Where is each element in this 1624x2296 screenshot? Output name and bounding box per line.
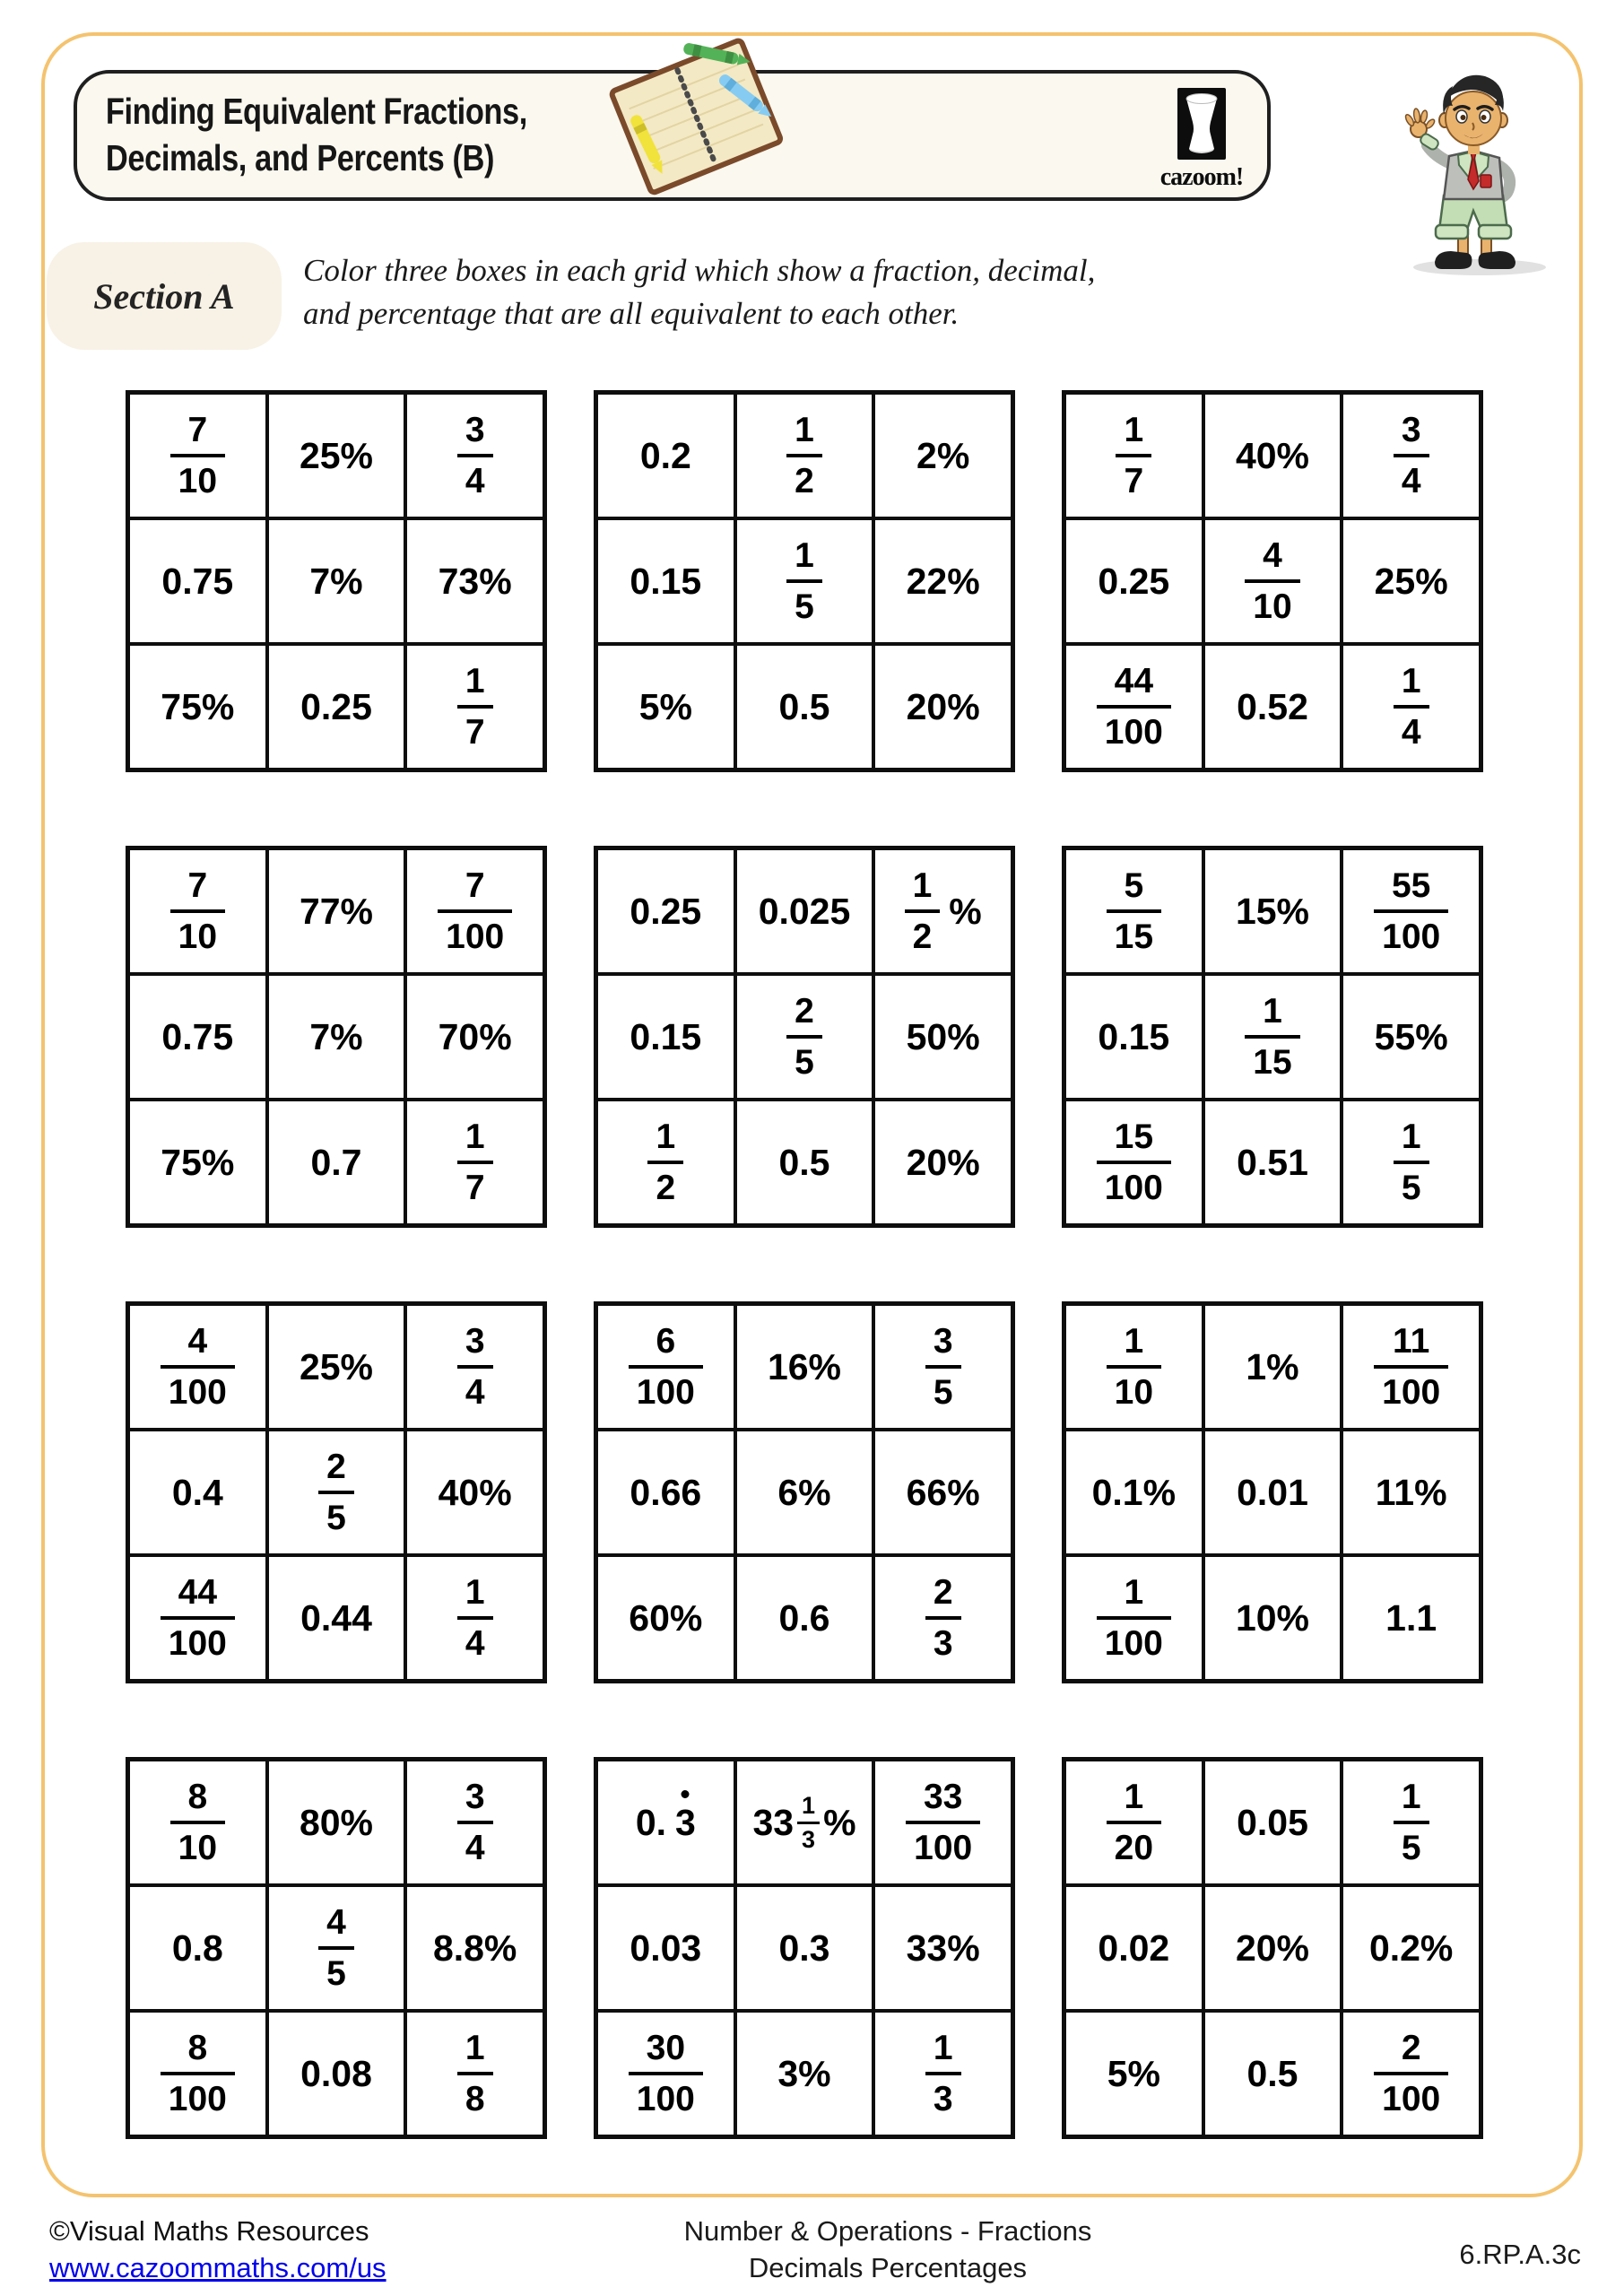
cell-value: 0.8 — [171, 1926, 223, 1969]
grid-cell[interactable] — [1342, 1304, 1481, 1430]
cell-value: 55% — [1374, 1015, 1448, 1057]
cell-value: 40% — [438, 1471, 512, 1513]
grid-cell[interactable] — [596, 974, 735, 1100]
fraction-value: $\frac{1}{7}$ — [1116, 413, 1151, 499]
grid-cell[interactable] — [735, 1100, 874, 1225]
cell-value: $\frac{1}{2}$ % — [905, 868, 982, 954]
grid-cell[interactable] — [596, 1304, 735, 1430]
grid-cell[interactable] — [405, 974, 544, 1100]
cell-value — [1374, 2031, 1448, 2117]
grid-cell[interactable] — [267, 1760, 406, 1885]
cell-value: 0.25 — [630, 890, 702, 932]
cell-value — [1245, 538, 1299, 624]
fraction-value: $\frac{3}{5}$ — [925, 1324, 961, 1410]
cell-value — [1097, 1119, 1171, 1205]
cell-value: 50% — [906, 1015, 980, 1057]
cell-value — [161, 2031, 235, 2117]
cell-value — [906, 1779, 980, 1866]
grid-cell[interactable] — [596, 393, 735, 518]
grid-cell[interactable] — [1342, 1430, 1481, 1555]
cell-value — [457, 1779, 493, 1866]
grid-cell[interactable] — [128, 1760, 267, 1885]
cell-value: 80% — [299, 1801, 374, 1843]
cell-value — [1107, 1779, 1161, 1866]
cell-value: 1% — [1246, 1345, 1299, 1387]
cell-value: 0.5 — [778, 1141, 830, 1183]
fraction-value: $\frac{4}{100}$ — [161, 1324, 235, 1410]
cazoom-logo — [1145, 88, 1258, 192]
page-title — [77, 74, 1077, 182]
grid-cell[interactable] — [405, 1885, 544, 2011]
grid-cell[interactable] — [1064, 644, 1203, 770]
grid-cell[interactable] — [1064, 1555, 1203, 1681]
grid-cell[interactable] — [128, 644, 267, 770]
instruction-line1: Color three boxes in each grid which show a fraction, decimal, — [303, 253, 1096, 288]
cell-value — [1107, 1324, 1161, 1410]
cell-value — [170, 413, 225, 499]
fraction-value: $\frac{2}{5}$ — [318, 1449, 354, 1535]
grid-cell[interactable] — [1203, 518, 1342, 644]
grid-cell[interactable] — [267, 1885, 406, 2011]
grid-cell[interactable] — [128, 974, 267, 1100]
fraction-value: $\frac{1}{100}$ — [1097, 1575, 1171, 1661]
grid-cell[interactable] — [1064, 1885, 1203, 2011]
grid-cell[interactable] — [128, 1555, 267, 1681]
grid-cell[interactable] — [1342, 2011, 1481, 2136]
cell-value — [1374, 868, 1448, 954]
grid-cell[interactable] — [128, 848, 267, 974]
cell-value: 0.6 — [778, 1596, 830, 1639]
grid-cell[interactable] — [128, 2011, 267, 2136]
grid-cell[interactable] — [1342, 1100, 1481, 1225]
cell-value: 25% — [299, 434, 374, 476]
cell-value: 33% — [906, 1926, 980, 1969]
grid-cell[interactable] — [405, 393, 544, 518]
cell-value: 0.02 — [1098, 1926, 1170, 1969]
instruction-text — [303, 249, 1290, 335]
cell-value: 0.5 — [778, 685, 830, 727]
equivalence-grid-1 — [126, 390, 547, 772]
cell-value: 0.25 — [1098, 560, 1170, 602]
cell-value: 70% — [438, 1015, 512, 1057]
cell-value: 0.15 — [1098, 1015, 1170, 1057]
grid-cell[interactable] — [1203, 974, 1342, 1100]
grid-cell[interactable] — [405, 2011, 544, 2136]
fraction-value: $\frac{1}{4}$ — [457, 1575, 493, 1661]
fraction-value: $\frac{1}{15}$ — [1245, 994, 1299, 1080]
page-title-line1: Finding Equivalent Fractions, — [105, 91, 527, 132]
grid-cell[interactable] — [735, 518, 874, 644]
fraction-value: $\frac{3}{4}$ — [457, 1324, 493, 1410]
cell-value — [1097, 664, 1171, 750]
cell-value: 5% — [1107, 2052, 1160, 2094]
cell-value: 40% — [1235, 434, 1310, 476]
fraction-value: $\frac{5}{15}$ — [1107, 868, 1161, 954]
fraction-value: $\frac{1}{5}$ — [1394, 1119, 1429, 1205]
fraction-value: $\frac{44}{100}$ — [161, 1575, 235, 1661]
cell-value: 16% — [767, 1345, 842, 1387]
cell-value: 20% — [1235, 1926, 1310, 1969]
fraction-value: $\frac{7}{100}$ — [438, 868, 512, 954]
cell-value — [925, 2031, 961, 2117]
copyright-text: ©Visual Maths Resources — [49, 2215, 369, 2247]
cell-value: 0. 3 — [636, 1805, 696, 1841]
grid-cell[interactable] — [873, 1760, 1012, 1885]
grid-cell[interactable] — [596, 1760, 735, 1885]
grid-cell[interactable] — [1203, 1760, 1342, 1885]
fraction-value: $\frac{1}{7}$ — [457, 1119, 493, 1205]
cell-value: 0.15 — [630, 560, 702, 602]
grid-cell[interactable] — [267, 1100, 406, 1225]
grid-cell[interactable] — [596, 1885, 735, 2011]
grid-cell[interactable] — [735, 1885, 874, 2011]
equivalence-grid-10 — [126, 1757, 547, 2139]
cell-value: 15% — [1235, 890, 1310, 932]
grid-cell[interactable] — [735, 1304, 874, 1430]
grid-cell[interactable] — [1342, 393, 1481, 518]
grid-cell[interactable] — [405, 848, 544, 974]
grid-cell[interactable] — [1203, 2011, 1342, 2136]
grid-cell[interactable] — [128, 1430, 267, 1555]
grid-cell[interactable] — [873, 1304, 1012, 1430]
fraction-value: $\frac{8}{10}$ — [170, 1779, 225, 1866]
fraction-value: $\frac{1}{4}$ — [1394, 664, 1429, 750]
footer-center — [619, 2213, 1157, 2287]
cell-value — [457, 1119, 493, 1205]
equivalence-grid-7 — [126, 1301, 547, 1683]
grid-cell[interactable] — [267, 1555, 406, 1681]
fraction-value: $\frac{1}{20}$ — [1107, 1779, 1161, 1866]
grid-cell[interactable] — [1064, 1430, 1203, 1555]
fraction-value: $\frac{3}{4}$ — [1394, 413, 1429, 499]
cell-value: 5% — [638, 685, 692, 727]
grid-cell[interactable] — [1342, 1885, 1481, 2011]
cell-value: 0.1% — [1091, 1471, 1177, 1513]
cell-value — [1245, 994, 1299, 1080]
grid-cell[interactable] — [735, 848, 874, 974]
fraction-value: $\frac{7}{10}$ — [170, 868, 225, 954]
grid-cell[interactable] — [1342, 1555, 1481, 1681]
equivalence-grid-2 — [594, 390, 1015, 772]
instruction-line2: and percentage that are all equivalent to each other. — [303, 295, 960, 331]
cell-value: 66% — [906, 1471, 980, 1513]
cell-value: 0.08 — [300, 2052, 372, 2094]
cell-value: 0.4 — [171, 1471, 223, 1513]
fraction-value: $\frac{2}{3}$ — [925, 1575, 961, 1661]
grid-cell[interactable] — [1064, 2011, 1203, 2136]
cell-value: 77% — [299, 890, 374, 932]
cell-value: 0.75 — [161, 1015, 234, 1057]
equivalence-grid-3 — [1062, 390, 1483, 772]
cell-value — [457, 2031, 493, 2117]
cell-value — [457, 1575, 493, 1661]
cell-value: 0.2 — [639, 434, 691, 476]
cell-value: 0.75 — [161, 560, 234, 602]
grid-cell[interactable] — [405, 1555, 544, 1681]
equivalence-grid-4 — [126, 846, 547, 1228]
fraction-value: $\frac{7}{10}$ — [170, 413, 225, 499]
cell-value — [925, 1324, 961, 1410]
cell-value — [457, 664, 493, 750]
cell-value: 7% — [309, 560, 363, 602]
grid-cell[interactable] — [735, 1555, 874, 1681]
grid-cell[interactable] — [267, 2011, 406, 2136]
grid-cell[interactable] — [1203, 848, 1342, 974]
grid-cell[interactable] — [267, 518, 406, 644]
fraction-value: $\frac{44}{100}$ — [1097, 664, 1171, 750]
page-title-line2: Decimals, and Percents (B) — [105, 137, 495, 179]
cell-value — [438, 868, 512, 954]
fraction-value: $\frac{2}{5}$ — [786, 994, 822, 1080]
fraction-value: $\frac{1}{2}$ — [905, 868, 941, 954]
grid-cell[interactable] — [1064, 1760, 1203, 1885]
cell-value: 60% — [629, 1596, 703, 1639]
cell-value: 11% — [1375, 1471, 1447, 1513]
footer-left — [49, 2213, 386, 2287]
cell-value: 75% — [161, 685, 235, 727]
cell-value — [1394, 1779, 1429, 1866]
cell-value — [629, 2031, 703, 2117]
cell-value: 0.2% — [1368, 1926, 1454, 1969]
grid-cell[interactable] — [405, 644, 544, 770]
grid-cell[interactable] — [596, 644, 735, 770]
cell-value: 8.8% — [432, 1926, 517, 1969]
grid-cell[interactable] — [128, 1304, 267, 1430]
cell-value: 1.1 — [1385, 1596, 1437, 1639]
cell-value: 73% — [438, 560, 512, 602]
fraction-value: $\frac{3}{4}$ — [457, 1779, 493, 1866]
grid-cell[interactable] — [873, 848, 1012, 974]
cell-value: 10% — [1235, 1596, 1310, 1639]
standard-code: 6.RP.A.3c — [1459, 2239, 1581, 2270]
footer-topic-line2: Decimals Percentages — [748, 2251, 1028, 2283]
section-label — [47, 242, 282, 350]
cell-value: 0.15 — [630, 1015, 702, 1057]
equivalence-grid-6 — [1062, 846, 1483, 1228]
boy-mascot-illustration — [1388, 63, 1559, 278]
fraction-value: $\frac{1}{2}$ — [647, 1119, 683, 1205]
grid-cell[interactable] — [1342, 848, 1481, 974]
grid-cell[interactable] — [1064, 518, 1203, 644]
cell-value — [161, 1575, 235, 1661]
cell-value — [1374, 1324, 1448, 1410]
fraction-value: $\frac{1}{10}$ — [1107, 1324, 1161, 1410]
grid-cell[interactable] — [1342, 518, 1481, 644]
fraction-value: $\frac{1}{8}$ — [457, 2031, 493, 2117]
cell-value — [170, 868, 225, 954]
cell-value: 0.03 — [630, 1926, 702, 1969]
grid-cell[interactable] — [128, 1100, 267, 1225]
cell-value — [170, 1779, 225, 1866]
grid-cell[interactable] — [596, 1430, 735, 1555]
cell-value: 20% — [906, 685, 980, 727]
grid-cell[interactable] — [735, 393, 874, 518]
cell-value: 3% — [777, 2052, 831, 2094]
grid-cell[interactable] — [1203, 1430, 1342, 1555]
cell-value: 7% — [309, 1015, 363, 1057]
cell-value: 20% — [906, 1141, 980, 1183]
fraction-value: $\frac{55}{100}$ — [1374, 868, 1448, 954]
grid-cell[interactable] — [596, 2011, 735, 2136]
logo-wordmark: cazoom! — [1159, 163, 1244, 191]
cell-value: 0.44 — [300, 1596, 372, 1639]
equivalence-grid-5 — [594, 846, 1015, 1228]
grid-cell[interactable] — [267, 848, 406, 974]
fraction-value: $\frac{1}{5}$ — [786, 538, 822, 624]
cell-value: 33 $\frac{1}{3}$ % — [752, 1791, 856, 1853]
grid-cell[interactable] — [1064, 393, 1203, 518]
fraction-value: $\frac{11}{100}$ — [1374, 1324, 1448, 1410]
cell-value: 25% — [299, 1345, 374, 1387]
fraction-value: $\frac{4}{5}$ — [318, 1905, 354, 1991]
cell-value — [1394, 413, 1429, 499]
fraction-value: $\frac{6}{100}$ — [629, 1324, 703, 1410]
fraction-value: $\frac{8}{100}$ — [161, 2031, 235, 2117]
grid-cell[interactable] — [1064, 1100, 1203, 1225]
grid-cell[interactable] — [1064, 974, 1203, 1100]
grid-cell[interactable] — [596, 1100, 735, 1225]
grid-cell[interactable] — [596, 1555, 735, 1681]
grid-cell[interactable] — [405, 1760, 544, 1885]
grid-cell[interactable] — [405, 1100, 544, 1225]
cell-value: 0.025 — [758, 890, 851, 932]
cell-value: 0.01 — [1237, 1471, 1308, 1513]
cell-value — [786, 413, 822, 499]
cell-value: 0.7 — [310, 1141, 362, 1183]
cell-value — [786, 538, 822, 624]
grid-cell[interactable] — [1203, 1100, 1342, 1225]
cell-value: 2% — [916, 434, 970, 476]
cell-value — [1116, 413, 1151, 499]
cell-value — [629, 1324, 703, 1410]
grid-cell[interactable] — [267, 644, 406, 770]
cell-value: 22% — [906, 560, 980, 602]
cell-value: 0.05 — [1237, 1801, 1308, 1843]
grid-cell[interactable] — [1342, 644, 1481, 770]
cell-value: 0.51 — [1237, 1141, 1308, 1183]
cell-value — [647, 1119, 683, 1205]
grid-cell[interactable] — [873, 1430, 1012, 1555]
fraction-value: $\frac{3}{4}$ — [457, 413, 493, 499]
grid-cell[interactable] — [735, 644, 874, 770]
equivalence-grid-11 — [594, 1757, 1015, 2139]
equivalence-grid-9 — [1062, 1301, 1483, 1683]
cell-value: 25% — [1374, 560, 1448, 602]
fraction-value: $\frac{2}{100}$ — [1374, 2031, 1448, 2117]
cell-value: 0.25 — [300, 685, 372, 727]
grid-cell[interactable] — [735, 2011, 874, 2136]
grid-cell[interactable] — [873, 644, 1012, 770]
grid-cell[interactable] — [267, 974, 406, 1100]
cell-value — [318, 1449, 354, 1535]
fraction-value: $\frac{1}{5}$ — [1394, 1779, 1429, 1866]
equivalence-grid-12 — [1062, 1757, 1483, 2139]
grid-cell[interactable] — [596, 848, 735, 974]
grid-cell[interactable] — [596, 518, 735, 644]
grid-cell[interactable] — [267, 1304, 406, 1430]
cell-value — [925, 1575, 961, 1661]
grid-cell[interactable] — [1203, 1555, 1342, 1681]
cell-value: 0.52 — [1237, 685, 1308, 727]
fraction-value: $\frac{33}{100}$ — [906, 1779, 980, 1866]
drum-icon — [1177, 88, 1226, 160]
cell-value — [786, 994, 822, 1080]
cell-value — [1394, 1119, 1429, 1205]
grid-cell[interactable] — [267, 1430, 406, 1555]
grid-cell[interactable] — [735, 1430, 874, 1555]
recurring-dot — [682, 1790, 690, 1798]
cell-value — [457, 1324, 493, 1410]
grid-cell[interactable] — [873, 1885, 1012, 2011]
fraction-value: $\frac{4}{10}$ — [1245, 538, 1299, 624]
fraction-value: $\frac{15}{100}$ — [1097, 1119, 1171, 1205]
cell-value: 75% — [161, 1141, 235, 1183]
grid-cell[interactable] — [1203, 1885, 1342, 2011]
grid-cell[interactable] — [873, 1555, 1012, 1681]
grid-cell[interactable] — [873, 974, 1012, 1100]
grid-cell[interactable] — [267, 393, 406, 518]
cell-value: 0.66 — [630, 1471, 702, 1513]
fraction-value: $\frac{1}{2}$ — [786, 413, 822, 499]
section-label-text: Section A — [93, 275, 235, 317]
cell-value: 0.5 — [1246, 2052, 1298, 2094]
grid-cell[interactable] — [1203, 644, 1342, 770]
grid-cell[interactable] — [128, 518, 267, 644]
grid-cell[interactable] — [1342, 974, 1481, 1100]
cell-value — [161, 1324, 235, 1410]
grid-cell[interactable] — [873, 518, 1012, 644]
grid-cell[interactable] — [873, 1100, 1012, 1225]
fraction-value: $\frac{1}{3}$ — [797, 1794, 820, 1852]
cell-value — [457, 413, 493, 499]
notebook-illustration — [606, 30, 786, 196]
fraction-value: $\frac{30}{100}$ — [629, 2031, 703, 2117]
grid-cell[interactable] — [128, 1885, 267, 2011]
cell-value — [1394, 664, 1429, 750]
grids-container — [126, 390, 1483, 2139]
fraction-value: $\frac{1}{7}$ — [457, 664, 493, 750]
grid-cell[interactable] — [735, 1760, 874, 1885]
cell-value: 0.3 — [778, 1926, 830, 1969]
grid-cell[interactable] — [1064, 848, 1203, 974]
grid-cell[interactable] — [405, 518, 544, 644]
grid-cell[interactable] — [128, 393, 267, 518]
grid-cell[interactable] — [1064, 1304, 1203, 1430]
grid-cell[interactable] — [735, 974, 874, 1100]
cell-value: 6% — [777, 1471, 831, 1513]
website-link[interactable]: www.cazoommaths.com/us — [49, 2251, 386, 2283]
equivalence-grid-8 — [594, 1301, 1015, 1683]
cell-value — [318, 1905, 354, 1991]
fraction-value: $\frac{1}{3}$ — [925, 2031, 961, 2117]
cell-value — [1097, 1575, 1171, 1661]
cell-value — [1107, 868, 1161, 954]
grid-cell[interactable] — [1342, 1760, 1481, 1885]
grid-cell[interactable] — [1203, 1304, 1342, 1430]
footer-topic-line1: Number & Operations - Fractions — [683, 2215, 1092, 2247]
grid-cell[interactable] — [873, 2011, 1012, 2136]
grid-cell[interactable] — [405, 1430, 544, 1555]
grid-cell[interactable] — [1203, 393, 1342, 518]
grid-cell[interactable] — [873, 393, 1012, 518]
grid-cell[interactable] — [405, 1304, 544, 1430]
